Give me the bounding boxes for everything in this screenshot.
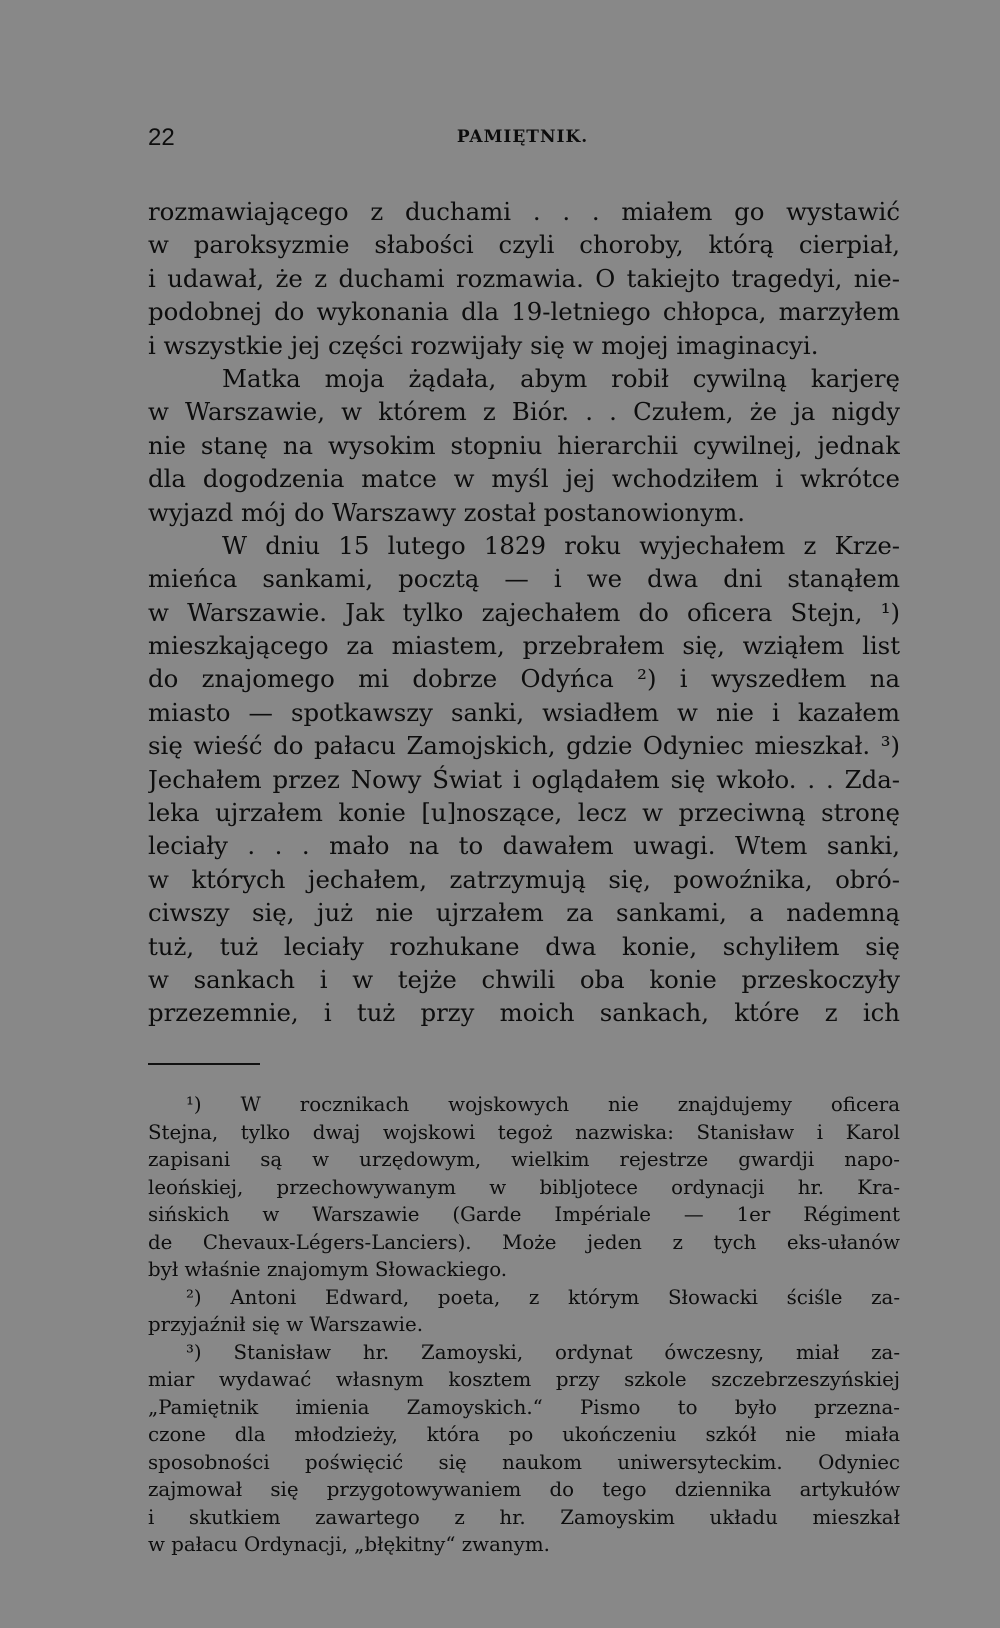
footnote-line: zajmował się przygotowywaniem do tego dziennika artykułów (148, 1478, 900, 1501)
text-line: tuż, tuż leciały rozhukane dwa konie, schyliłem się (148, 931, 900, 961)
text-line: dla dogodzenia matce w myśl jej wchodziłem i wkrótce (148, 464, 900, 494)
footnote-line: de Chevaux-Légers-Lanciers). Może jeden z tych eks-ułanów (148, 1230, 900, 1254)
text-line: do znajomego mi dobrze Odyńca ²) i wyszedłem na (148, 664, 900, 694)
text-line: w Warszawie, w którem z Biór. . . Czułem, że ja nigdy (148, 397, 900, 427)
text-line: ciwszy się, już nie ujrzałem za sankami, a nademną (148, 898, 900, 928)
footnote-line: sposobności poświęcić się naukom uniwersyteckim. Odyniec (148, 1450, 900, 1474)
footnote-divider (148, 1063, 260, 1065)
text-line: w Warszawie. Jak tylko zajechałem do oficera Stejn, ¹) (148, 597, 900, 627)
text-line: Jechałem przez Nowy Świat i oglądałem się wkoło. . . Zda- (148, 764, 900, 794)
text-line: mieszkającego za miastem, przebrałem się, wziąłem list (148, 631, 900, 661)
footnote-line: ³) Stanisław hr. Zamoyski, ordynat ówczesny, miał za- (186, 1340, 900, 1364)
text-line: podobnej do wykonania dla 19-letniego chłopca, marzyłem (148, 297, 900, 327)
footnote-line: ²) Antoni Edward, poeta, z którym Słowacki ściśle za- (186, 1285, 900, 1309)
footnote-line: w pałacu Ordynacji, „błękitny“ zwanym. (148, 1533, 550, 1556)
running-head: PAMIĘTNIK. (456, 127, 589, 147)
text-line: się wieść do pałacu Zamojskich, gdzie Odyniec mieszkał. ³) (148, 731, 900, 761)
text-line: rozmawiającego z duchami . . . miałem go wystawić (148, 197, 900, 226)
text-line: i udawał, że z duchami rozmawia. O takiejto tragedyi, nie- (148, 263, 900, 293)
text-line: i wszystkie jej części rozwijały się w mojej imaginacyi. (148, 330, 819, 360)
footnote-line: zapisani są w urzędowym, wielkim rejestrze gwardji napo- (148, 1148, 900, 1171)
text-line: W dniu 15 lutego 1829 roku wyjechałem z Krze- (222, 530, 900, 560)
text-line: wyjazd mój do Warszawy został postanowionym. (148, 497, 745, 527)
footnote-line: Stejna, tylko dwaj wojskowi tegoż nazwiska: Stanisław i Karol (148, 1120, 900, 1144)
footnote-line: przyjaźnił się w Warszawie. (148, 1313, 424, 1336)
text-line: w sankach i w tejże chwili oba konie przeskoczyły (148, 964, 900, 994)
text-line: w których jechałem, zatrzymują się, powoźnika, obró- (148, 864, 900, 894)
footnote-line: leońskiej, przechowywanym w bibljotece ordynacji hr. Kra- (148, 1175, 900, 1199)
text-line: leka ujrzałem konie [u]noszące, lecz w przeciwną stronę (148, 798, 900, 828)
page-number: 22 (148, 124, 175, 151)
text-line: nie stanę na wysokim stopniu hierarchii cywilnej, jednak (148, 430, 900, 460)
text-line: miasto — spotkawszy sanki, wsiadłem w nie i kazałem (148, 697, 900, 727)
text-line: przezemnie, i tuż przy moich sankach, które z ich (148, 998, 900, 1028)
footnotes (148, 1091, 900, 1559)
footnote-line: był właśnie znajomym Słowackiego. (148, 1258, 508, 1281)
footnote-line: sińskich w Warszawie (Garde Impériale — 1er Régiment (148, 1203, 900, 1226)
text-line: w paroksyzmie słabości czyli choroby, którą cierpiał, (148, 230, 900, 260)
footnote-line: miar wydawać własnym kosztem przy szkole szczebrzeszyńskiej (148, 1368, 900, 1391)
main-text (148, 195, 900, 1030)
text-line: leciały . . . mało na to dawałem uwagi. Wtem sanki, (148, 831, 900, 861)
text-line: mieńca sankami, pocztą — i we dwa dni stanąłem (148, 564, 900, 594)
text-line: Matka moja żądała, abym robił cywilną karjerę (222, 363, 900, 393)
footnote-line: ¹) W rocznikach wojskowych nie znajdujemy oficera (186, 1093, 900, 1116)
footnote-line: „Pamiętnik imienia Zamoyskich.“ Pismo to było przezna- (148, 1395, 900, 1419)
footnote-line: czone dla młodzieży, która po ukończeniu szkół nie miała (148, 1423, 900, 1446)
footnote-line: i skutkiem zawartego z hr. Zamoyskim układu mieszkał (148, 1505, 900, 1529)
